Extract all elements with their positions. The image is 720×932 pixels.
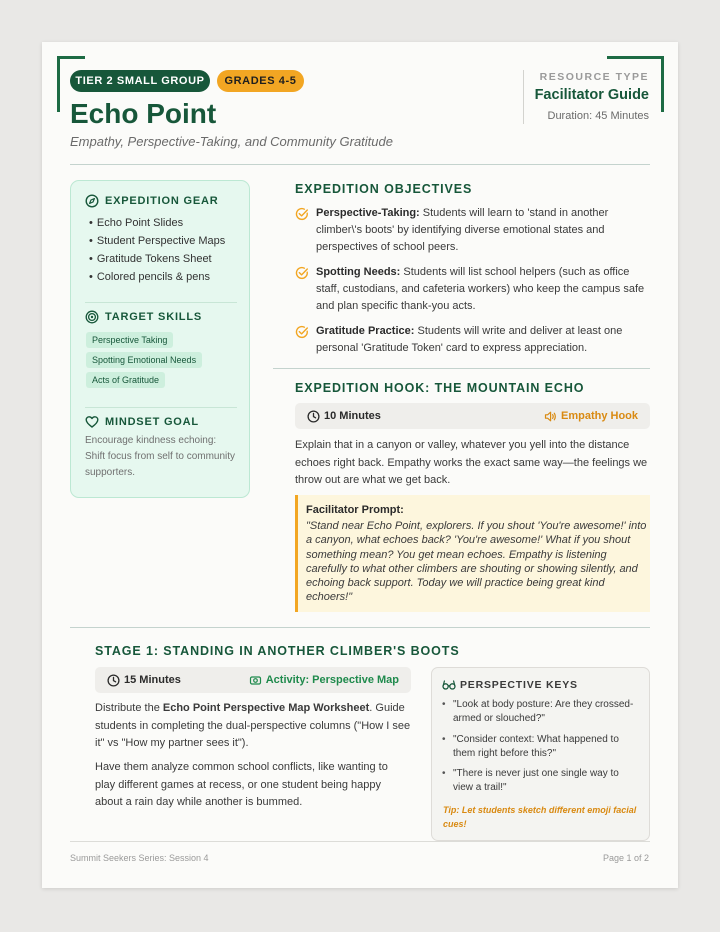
objective-label: Perspective-Taking:: [316, 207, 420, 219]
gear-list: [89, 214, 225, 286]
check-circle-icon: [295, 266, 309, 280]
gear-item: • Colored pencils & pens: [89, 268, 225, 286]
skills-heading-label: TARGET SKILLS: [105, 311, 202, 323]
mindset-text: Encourage kindness echoing: Shift focus from self to community supporters.: [85, 435, 236, 478]
keys-tip: Tip: Let students sketch different emoji facial cues!: [443, 805, 637, 829]
objectives-divider: [273, 368, 650, 369]
sidebar-divider: [85, 302, 237, 303]
target-icon: [85, 310, 99, 324]
stage-divider: [70, 627, 650, 628]
objective-item: [295, 323, 650, 357]
keys-heading: [442, 679, 578, 691]
hook-body: Explain that in a canyon or valley, whatever you yell into the distance echoes right back. Empathy works the exact same way—the feelings we throw out are what we get back.: [295, 439, 648, 486]
stage1-heading: STAGE 1: STANDING IN ANOTHER CLIMBER'S BOOTS: [95, 644, 460, 658]
objectives-heading: EXPEDITION OBJECTIVES: [295, 182, 473, 196]
key-item: • "Look at body posture: Are they crossed-armed or slouched?": [453, 698, 638, 726]
hook-tag: [544, 403, 638, 429]
clock-icon: [307, 410, 320, 423]
page-title: Echo Point: [70, 98, 217, 129]
skill-tag: Acts of Gratitude: [86, 372, 165, 388]
gear-heading-label: EXPEDITION GEAR: [105, 195, 219, 207]
footer-divider: [70, 841, 650, 842]
stage1-para1-text: Distribute the: [95, 702, 163, 714]
resource-divider: [523, 70, 524, 124]
header-divider: [70, 164, 650, 165]
resource-type-label: RESOURCE TYPE: [539, 71, 649, 83]
prompt-label: Facilitator Prompt:: [306, 504, 404, 516]
hook-heading: EXPEDITION HOOK: THE MOUNTAIN ECHO: [295, 381, 585, 395]
hook-time: [307, 403, 381, 429]
stage1-time-label: 15 Minutes: [124, 674, 181, 686]
key-item: • "Consider context: What happened to them right before this?": [453, 733, 638, 761]
objective-text: Students will write and deliver at least one personal 'Gratitude Token' card to express appreciation.: [316, 325, 623, 354]
key-item: • "There is never just one single way to view a trail!": [453, 767, 638, 795]
skills-heading: [85, 310, 202, 324]
footer-series: Summit Seekers Series: Session 4: [70, 853, 209, 863]
stage1-activity: [249, 667, 399, 693]
heart-icon: [85, 415, 99, 429]
facilitator-prompt-box: [295, 495, 650, 612]
stage1-time: [107, 667, 181, 693]
grade-badge: GRADES 4-5: [217, 70, 304, 92]
tier-badge: TIER 2 SMALL GROUP: [70, 70, 210, 92]
speaker-icon: [544, 410, 557, 423]
map-icon: [249, 674, 262, 687]
hook-tag-label: Empathy Hook: [560, 410, 638, 422]
worksheet-name: Echo Point Perspective Map Worksheet: [162, 702, 370, 714]
gear-heading: [85, 194, 218, 208]
resource-type-value: Facilitator Guide: [534, 87, 649, 103]
mindset-heading: [85, 415, 199, 429]
objective-text: Students will learn to 'stand in another climber\'s boots' by identifying diverse emotional states and perspectives of school peers.: [316, 207, 609, 253]
stage1-activity-label: Activity: Perspective Map: [265, 674, 399, 686]
stage1-info-bar: [95, 667, 411, 693]
clock-icon: [107, 674, 120, 687]
mindset-heading-label: MINDSET GOAL: [105, 416, 199, 428]
page-subtitle: Empathy, Perspective-Taking, and Community Gratitude: [70, 134, 393, 149]
skill-tag: Spotting Emotional Needs: [86, 352, 202, 368]
duration-text: Duration: 45 Minutes: [547, 110, 649, 122]
hook-info-bar: [295, 403, 650, 429]
objective-label: Gratitude Practice:: [316, 325, 415, 337]
stage1-paragraph-2: Have them analyze common school conflicts, like wanting to play different games at recess, or one student being happy about a rain day while another is bummed.: [95, 761, 388, 808]
gear-item: • Echo Point Slides: [89, 214, 225, 232]
prompt-text: "Stand near Echo Point, explorers. If you shout 'You're awesome!' into a canyon, what echoes back? 'You're awesome!' What if you shout something mean? You get mean echoes. Empathy is listening carefully to what other climbers are shouting or showing silently, and echoing back support. Today we will practice being great kind echoers!": [306, 520, 647, 604]
hook-time-label: 10 Minutes: [324, 410, 381, 422]
stage1-paragraph-1: [95, 700, 411, 753]
compass-icon: [85, 194, 99, 208]
gear-item: • Student Perspective Maps: [89, 232, 225, 250]
corner-accent-right: [607, 56, 664, 112]
objective-label: Spotting Needs:: [316, 266, 401, 278]
check-circle-icon: [295, 325, 309, 339]
objective-item: [295, 205, 650, 256]
stage1-para1-text: . Guide students in completing the dual-perspective columns ("How I see it" vs "How my partner sees it").: [95, 702, 411, 749]
keys-heading-label: PERSPECTIVE KEYS: [460, 679, 578, 691]
objective-item: [295, 264, 650, 315]
skill-tag: Perspective Taking: [86, 332, 173, 348]
check-circle-icon: [295, 207, 309, 221]
glasses-icon: [442, 679, 456, 691]
objective-text: Students will list school helpers (such as office staff, custodians, and cafeteria workers) who keep the campus safe and plan specific thank-you acts.: [316, 266, 645, 312]
page-number: Page 1 of 2: [602, 853, 649, 863]
sidebar-divider: [85, 407, 237, 408]
gear-item: • Gratitude Tokens Sheet: [89, 250, 225, 268]
